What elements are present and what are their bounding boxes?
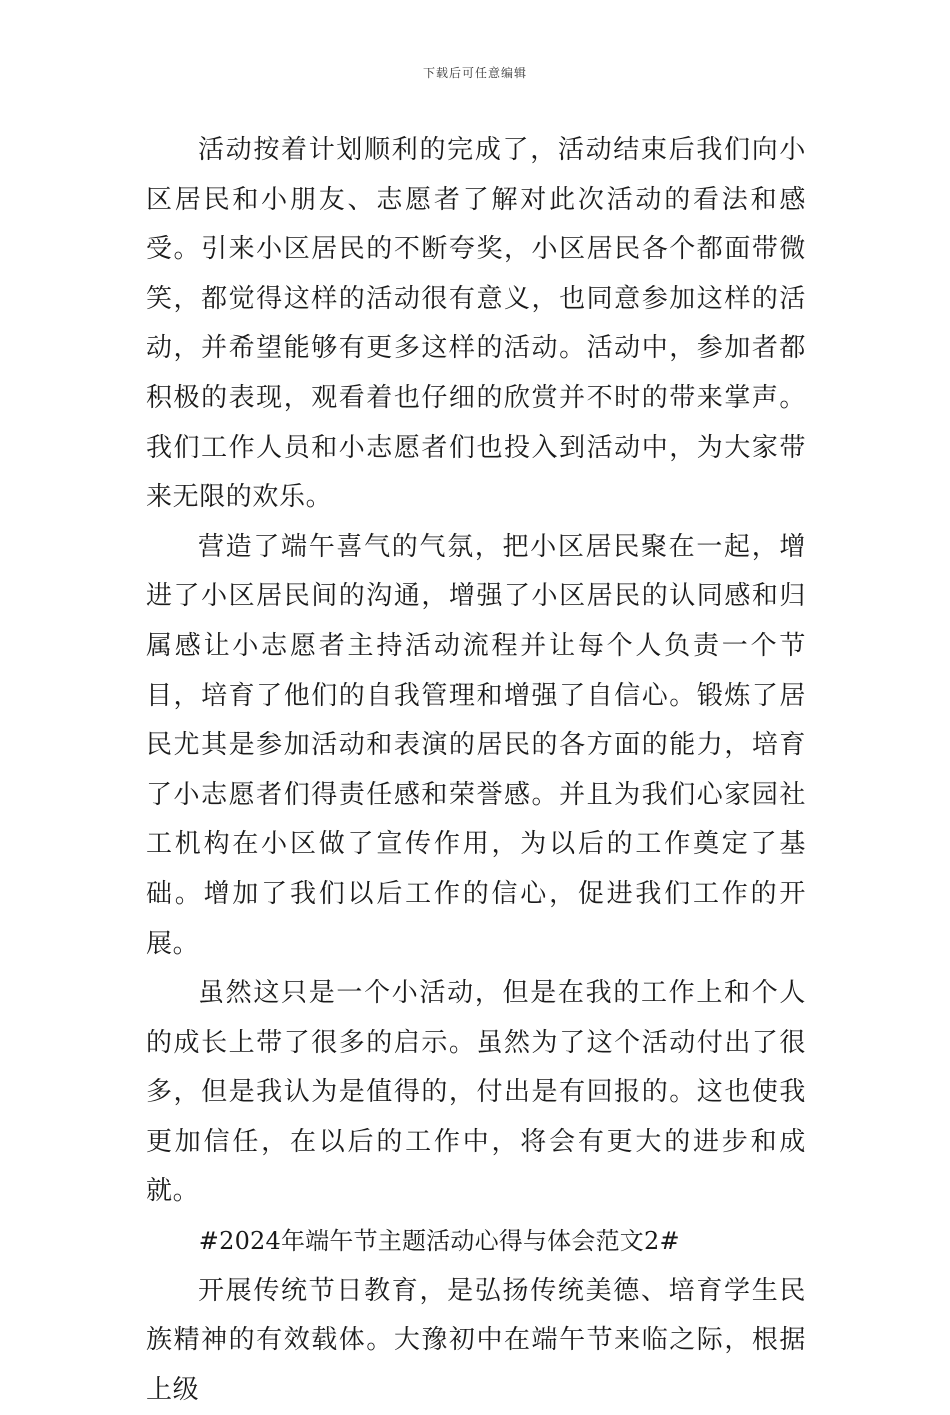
paragraph-activity-effects: 营造了端午喜气的气氛，把小区居民聚在一起，增进了小区居民间的沟通，增强了小区居民的认同感和归属感让小志愿者主持活动流程并让每个人负责一个节目，培育了他们的自我管理和增强了自信心。锻炼了居民尤其是参加活动和表演的居民的各方面的能力，培育了小志愿者们得责任感和荣誉感。并且为我们心家园社工机构在小区做了宣传作用，为以后的工作奠定了基础。增加了我们以后工作的信心，促进我们工作的开展。 [146,531,806,959]
page-header-note: 下载后可任意编辑 [422,66,527,80]
paragraph-essay-two-intro: 开展传统节日教育，是弘扬传统美德、培育学生民族精神的有效载体。大豫初中在端午节来临之际，根据上级 [146,1275,806,1405]
section-heading: #2024年端午节主题活动心得与体会范文2# [198,1227,680,1256]
paragraph-activity-summary: 活动按着计划顺利的完成了，活动结束后我们向小区居民和小朋友、志愿者了解对此次活动的看法和感受。引来小区居民的不断夸奖，小区居民各个都面带微笑，都觉得这样的活动很有意义，也同意参加这样的活动，并希望能够有更多这样的活动。活动中，参加者都积极的表现，观看着也仔细的欣赏并不时的带来掌声。我们工作人员和小志愿者们也投入到活动中，为大家带来无限的欢乐。 [146,135,806,513]
paragraph-reflection: 虽然这只是一个小活动，但是在我的工作上和个人的成长上带了很多的启示。虽然为了这个活动付出了很多，但是我认为是值得的，付出是有回报的。这也使我更加信任，在以后的工作中，将会有更大的进步和成就。 [146,978,806,1207]
document-body [146,126,806,1415]
